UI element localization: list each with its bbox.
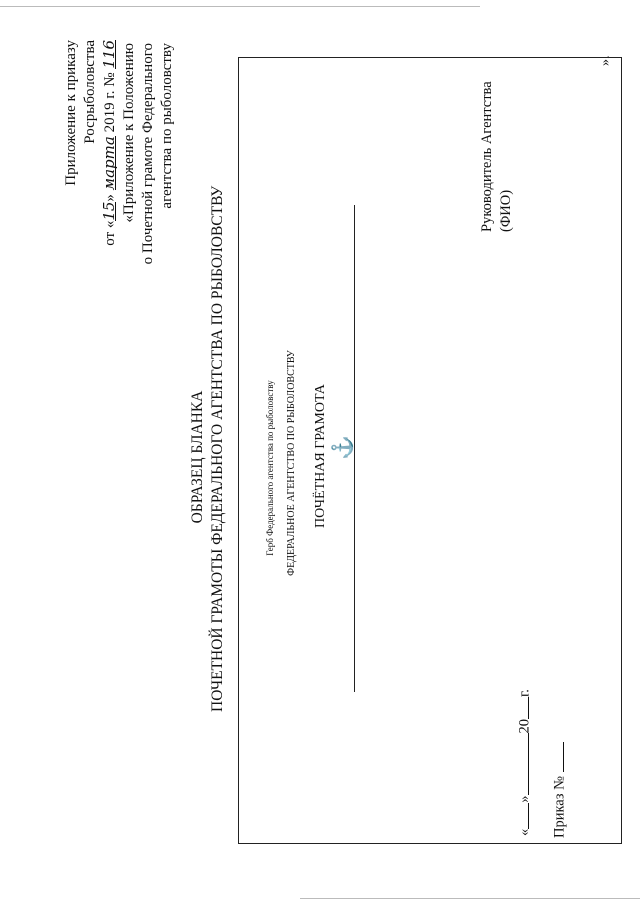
- order-day: 15: [100, 201, 118, 221]
- title-line-1: ОБРАЗЕЦ БЛАНКА: [189, 390, 206, 524]
- head-signature: [478, 62, 516, 232]
- emblem-caption: Герб Федерального агентства по рыболовству: [265, 380, 275, 556]
- appendix-reference: [120, 43, 177, 268]
- appendix-line-3: агентства по рыболовству: [159, 43, 175, 209]
- order-reference: [62, 40, 120, 270]
- appendix-line-2: о Почетной грамоте Федерального: [140, 43, 156, 265]
- order-number: 116: [100, 40, 118, 69]
- order-line-1: Приложение к приказу: [63, 40, 79, 186]
- appendix-line-1: «Приложение к Положению: [121, 43, 137, 223]
- order-month: марта: [100, 136, 118, 191]
- order-line-2: Росрыболовства: [82, 40, 98, 144]
- recipient-name-line: [354, 205, 355, 692]
- certificate-title: ПОЧЁТНАЯ ГРАМОТА: [313, 384, 328, 528]
- title-line-2: ПОЧЕТНОЙ ГРАМОТЫ ФЕДЕРАЛЬНОГО АГЕНТСТВА ПО РЫБОЛОВСТВУ: [209, 185, 226, 712]
- scan-edge-bottom: [300, 898, 640, 899]
- head-name-placeholder: (ФИО): [498, 189, 514, 232]
- issue-month-blank: [513, 734, 529, 796]
- order-number-field: Приказ №: [548, 742, 569, 838]
- issue-year-blank: [513, 697, 529, 719]
- issue-day-blank: [513, 803, 529, 829]
- anchor-icon: ⚓: [332, 435, 354, 460]
- agency-name: ФЕДЕРАЛЬНОЕ АГЕНТСТВО ПО РЫБОЛОВСТВУ: [286, 350, 297, 576]
- order-number-blank: [548, 742, 564, 772]
- document-title: [188, 185, 228, 712]
- issue-date-field: «»20г.: [513, 689, 534, 836]
- closing-mark: ».: [598, 55, 613, 66]
- scan-edge-top: [0, 6, 480, 7]
- head-title: Руководитель Агентства: [479, 81, 495, 232]
- order-date-line: от «15» марта 2019 г. № 116: [100, 40, 118, 246]
